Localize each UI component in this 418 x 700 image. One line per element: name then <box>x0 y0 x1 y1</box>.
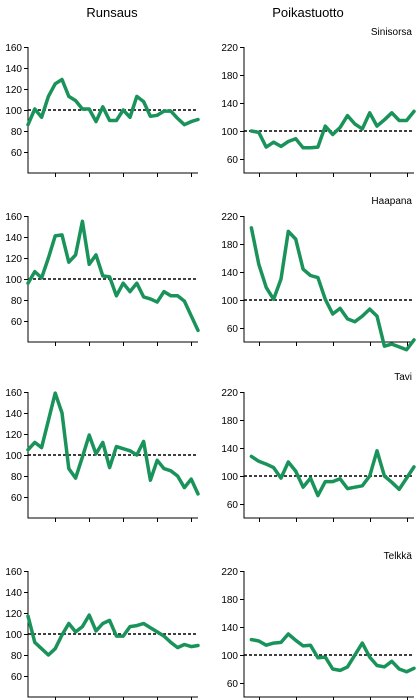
data-point <box>108 275 111 278</box>
data-point <box>176 117 179 120</box>
y-tick-label: 160 <box>5 212 22 223</box>
data-point <box>149 297 152 300</box>
data-point <box>33 441 36 444</box>
data-point <box>331 313 334 316</box>
data-point <box>294 137 297 140</box>
data-point <box>287 140 290 143</box>
data-point <box>302 268 305 271</box>
data-point <box>142 295 145 298</box>
chart-panel-right-0 <box>221 27 415 177</box>
data-point <box>88 434 91 437</box>
data-point <box>353 654 356 657</box>
data-point <box>81 108 84 111</box>
y-tick-label: 180 <box>221 416 238 427</box>
y-tick-label: 100 <box>5 106 22 117</box>
axis-lines <box>244 47 414 173</box>
data-point <box>67 261 70 264</box>
data-point <box>361 484 364 487</box>
data-point <box>250 226 253 229</box>
series-line <box>251 451 414 496</box>
right-column-title: Poikastuotto <box>272 5 344 20</box>
data-point <box>33 270 36 273</box>
data-point <box>339 307 342 310</box>
data-point <box>309 644 312 647</box>
data-point <box>265 146 268 149</box>
data-point <box>324 480 327 483</box>
data-point <box>27 123 30 126</box>
data-point <box>413 465 416 468</box>
data-point <box>346 114 349 117</box>
data-point <box>353 123 356 126</box>
y-tick-label: 140 <box>5 409 22 420</box>
y-tick-label: 60 <box>10 672 22 683</box>
y-tick-label: 80 <box>10 651 22 662</box>
data-point <box>122 109 125 112</box>
data-point <box>280 477 283 480</box>
data-point <box>156 114 159 117</box>
y-tick-label: 140 <box>221 623 238 634</box>
data-point <box>163 110 166 113</box>
data-point <box>176 294 179 297</box>
data-point <box>61 412 64 415</box>
data-point <box>54 234 57 237</box>
data-point <box>190 478 193 481</box>
data-point <box>413 338 416 341</box>
data-point <box>353 320 356 323</box>
data-point <box>95 452 98 455</box>
data-point <box>135 95 138 98</box>
data-point <box>156 630 159 633</box>
y-tick-label: 100 <box>221 296 238 307</box>
data-point <box>47 257 50 260</box>
y-tick-label: 100 <box>221 472 238 483</box>
y-tick-label: 100 <box>5 275 22 286</box>
data-point <box>331 668 334 671</box>
series-line <box>251 228 414 350</box>
data-point <box>376 449 379 452</box>
data-point <box>257 263 260 266</box>
data-point <box>33 108 36 111</box>
data-point <box>376 125 379 128</box>
data-point <box>405 670 408 673</box>
data-point <box>54 82 57 85</box>
data-point <box>101 622 104 625</box>
data-point <box>294 238 297 241</box>
data-point <box>183 300 186 303</box>
data-point <box>176 475 179 478</box>
data-point <box>47 95 50 98</box>
data-point <box>316 146 319 149</box>
data-point <box>331 480 334 483</box>
data-point <box>324 656 327 659</box>
data-point <box>302 486 305 489</box>
y-tick-label: 220 <box>221 388 238 399</box>
y-tick-label: 180 <box>221 240 238 251</box>
y-tick-label: 140 <box>221 268 238 279</box>
y-tick-label: 140 <box>221 99 238 110</box>
axis-lines <box>244 216 414 342</box>
data-point <box>88 614 91 617</box>
data-point <box>316 276 319 279</box>
data-point <box>115 445 118 448</box>
data-point <box>135 454 138 457</box>
y-tick-label: 160 <box>5 567 22 578</box>
y-tick-label: 60 <box>226 500 238 511</box>
data-point <box>272 466 275 469</box>
data-point <box>95 120 98 123</box>
data-point <box>294 470 297 473</box>
data-point <box>67 622 70 625</box>
data-point <box>280 641 283 644</box>
y-tick-label: 60 <box>226 324 238 335</box>
chart-panel-left-2 <box>5 388 199 522</box>
data-point <box>368 111 371 114</box>
axis-lines <box>244 571 414 697</box>
y-tick-label: 100 <box>5 630 22 641</box>
data-point <box>272 298 275 301</box>
data-point <box>405 348 408 351</box>
data-point <box>142 622 145 625</box>
data-point <box>74 253 77 256</box>
data-point <box>265 644 268 647</box>
series-line <box>251 634 414 672</box>
data-point <box>339 477 342 480</box>
data-point <box>190 645 193 648</box>
series-line <box>28 80 198 125</box>
data-point <box>156 459 159 462</box>
data-point <box>163 467 166 470</box>
data-point <box>398 488 401 491</box>
data-point <box>302 644 305 647</box>
data-point <box>405 119 408 122</box>
data-point <box>257 460 260 463</box>
data-point <box>101 441 104 444</box>
data-point <box>156 301 159 304</box>
chart-panel-right-1 <box>221 196 415 351</box>
chart-panel-left-3 <box>5 567 202 700</box>
data-point <box>108 466 111 469</box>
y-tick-label: 80 <box>10 296 22 307</box>
data-point <box>197 644 200 647</box>
data-point <box>74 630 77 633</box>
data-point <box>287 633 290 636</box>
data-point <box>163 635 166 638</box>
data-point <box>250 455 253 458</box>
panel-label: Telkkä <box>383 551 412 562</box>
y-tick-label: 140 <box>5 64 22 75</box>
data-point <box>108 119 111 122</box>
data-point <box>135 282 138 285</box>
y-tick-label: 120 <box>5 609 22 620</box>
data-point <box>183 643 186 646</box>
y-tick-label: 60 <box>10 493 22 504</box>
data-point <box>129 116 132 119</box>
y-tick-label: 140 <box>5 233 22 244</box>
y-tick-label: 220 <box>221 212 238 223</box>
y-tick-label: 120 <box>5 254 22 265</box>
data-point <box>405 477 408 480</box>
data-point <box>346 317 349 320</box>
data-point <box>324 125 327 128</box>
data-point <box>74 477 77 480</box>
data-point <box>265 286 268 289</box>
y-tick-label: 120 <box>5 85 22 96</box>
data-point <box>390 111 393 114</box>
data-point <box>129 625 132 628</box>
data-point <box>346 665 349 668</box>
data-point <box>302 146 305 149</box>
data-point <box>287 230 290 233</box>
y-tick-label: 140 <box>5 588 22 599</box>
data-point <box>390 481 393 484</box>
series-line <box>28 393 198 494</box>
data-point <box>54 392 57 395</box>
y-tick-label: 60 <box>226 155 238 166</box>
data-point <box>149 626 152 629</box>
data-point <box>280 278 283 281</box>
data-point <box>383 345 386 348</box>
data-point <box>390 343 393 346</box>
data-point <box>47 654 50 657</box>
y-tick-label: 100 <box>221 651 238 662</box>
data-point <box>309 477 312 480</box>
data-point <box>115 635 118 638</box>
data-point <box>309 146 312 149</box>
data-point <box>40 116 43 119</box>
data-point <box>169 469 172 472</box>
data-point <box>101 274 104 277</box>
data-point <box>250 638 253 641</box>
data-point <box>67 95 70 98</box>
left-column-title: Runsaus <box>86 5 138 20</box>
data-point <box>142 440 145 443</box>
data-point <box>81 625 84 628</box>
data-point <box>398 345 401 348</box>
y-tick-label: 80 <box>10 127 22 138</box>
data-point <box>361 315 364 318</box>
data-point <box>27 282 30 285</box>
data-point <box>331 133 334 136</box>
data-point <box>88 263 91 266</box>
data-point <box>383 665 386 668</box>
data-point <box>54 647 57 650</box>
data-point <box>398 668 401 671</box>
data-point <box>169 110 172 113</box>
data-point <box>324 298 327 301</box>
data-point <box>163 290 166 293</box>
data-point <box>149 115 152 118</box>
data-point <box>40 647 43 650</box>
data-point <box>376 315 379 318</box>
data-point <box>129 290 132 293</box>
data-point <box>413 667 416 670</box>
y-tick-label: 60 <box>10 148 22 159</box>
data-point <box>197 329 200 332</box>
data-point <box>346 487 349 490</box>
y-tick-label: 180 <box>221 595 238 606</box>
panel-label: Tavi <box>394 372 412 383</box>
data-point <box>115 294 118 297</box>
data-point <box>383 475 386 478</box>
data-point <box>272 141 275 144</box>
data-point <box>40 446 43 449</box>
y-tick-label: 140 <box>221 444 238 455</box>
data-point <box>61 233 64 236</box>
chart-panel-left-0 <box>5 43 199 177</box>
data-point <box>287 461 290 464</box>
data-point <box>309 274 312 277</box>
data-point <box>95 629 98 632</box>
data-point <box>27 615 30 618</box>
data-point <box>61 78 64 81</box>
data-point <box>361 127 364 130</box>
data-point <box>190 120 193 123</box>
y-tick-label: 60 <box>226 679 238 690</box>
data-point <box>294 639 297 642</box>
series-line <box>251 111 414 147</box>
data-point <box>190 314 193 317</box>
data-point <box>169 294 172 297</box>
y-tick-label: 100 <box>221 127 238 138</box>
data-point <box>183 486 186 489</box>
chart-panel-left-1 <box>5 212 199 346</box>
data-point <box>316 494 319 497</box>
y-tick-label: 220 <box>221 567 238 578</box>
data-point <box>339 669 342 672</box>
data-point <box>169 641 172 644</box>
data-point <box>33 641 36 644</box>
data-point <box>61 634 64 637</box>
data-point <box>353 486 356 489</box>
y-tick-label: 60 <box>10 317 22 328</box>
y-tick-label: 180 <box>221 71 238 82</box>
y-tick-label: 220 <box>221 43 238 54</box>
data-point <box>257 640 260 643</box>
y-tick-label: 80 <box>10 472 22 483</box>
data-point <box>135 624 138 627</box>
series-line <box>28 221 198 330</box>
data-point <box>339 126 342 129</box>
data-point <box>122 282 125 285</box>
data-point <box>27 448 30 451</box>
y-tick-label: 160 <box>5 388 22 399</box>
data-point <box>265 463 268 466</box>
data-point <box>101 105 104 108</box>
chart-panel-right-3 <box>221 551 418 700</box>
panel-label: Sinisorsa <box>370 27 412 38</box>
data-point <box>115 119 118 122</box>
data-point <box>368 475 371 478</box>
data-point <box>272 642 275 645</box>
data-point <box>280 145 283 148</box>
data-point <box>390 660 393 663</box>
data-point <box>376 664 379 667</box>
data-point <box>368 656 371 659</box>
series-line <box>28 615 198 655</box>
data-point <box>40 276 43 279</box>
axis-lines <box>244 392 414 518</box>
data-point <box>142 100 145 103</box>
data-point <box>257 131 260 134</box>
data-point <box>67 467 70 470</box>
y-tick-label: 100 <box>5 451 22 462</box>
data-point <box>383 118 386 121</box>
chart-panel-right-2 <box>221 372 415 522</box>
data-point <box>361 642 364 645</box>
data-point <box>88 108 91 111</box>
data-point <box>122 447 125 450</box>
data-point <box>250 130 253 133</box>
data-point <box>368 308 371 311</box>
data-point <box>413 110 416 113</box>
data-point <box>74 99 77 102</box>
data-point <box>398 119 401 122</box>
data-point <box>95 253 98 256</box>
data-point <box>122 635 125 638</box>
panel-label: Haapana <box>371 196 412 207</box>
data-point <box>197 492 200 495</box>
data-point <box>149 479 152 482</box>
data-point <box>183 123 186 126</box>
data-point <box>81 220 84 223</box>
data-point <box>316 656 319 659</box>
y-tick-label: 160 <box>5 43 22 54</box>
data-point <box>176 646 179 649</box>
data-point <box>129 449 132 452</box>
data-point <box>108 619 111 622</box>
data-point <box>197 118 200 121</box>
data-point <box>81 456 84 459</box>
chart-panels <box>5 27 418 700</box>
y-tick-label: 120 <box>5 430 22 441</box>
data-point <box>47 419 50 422</box>
